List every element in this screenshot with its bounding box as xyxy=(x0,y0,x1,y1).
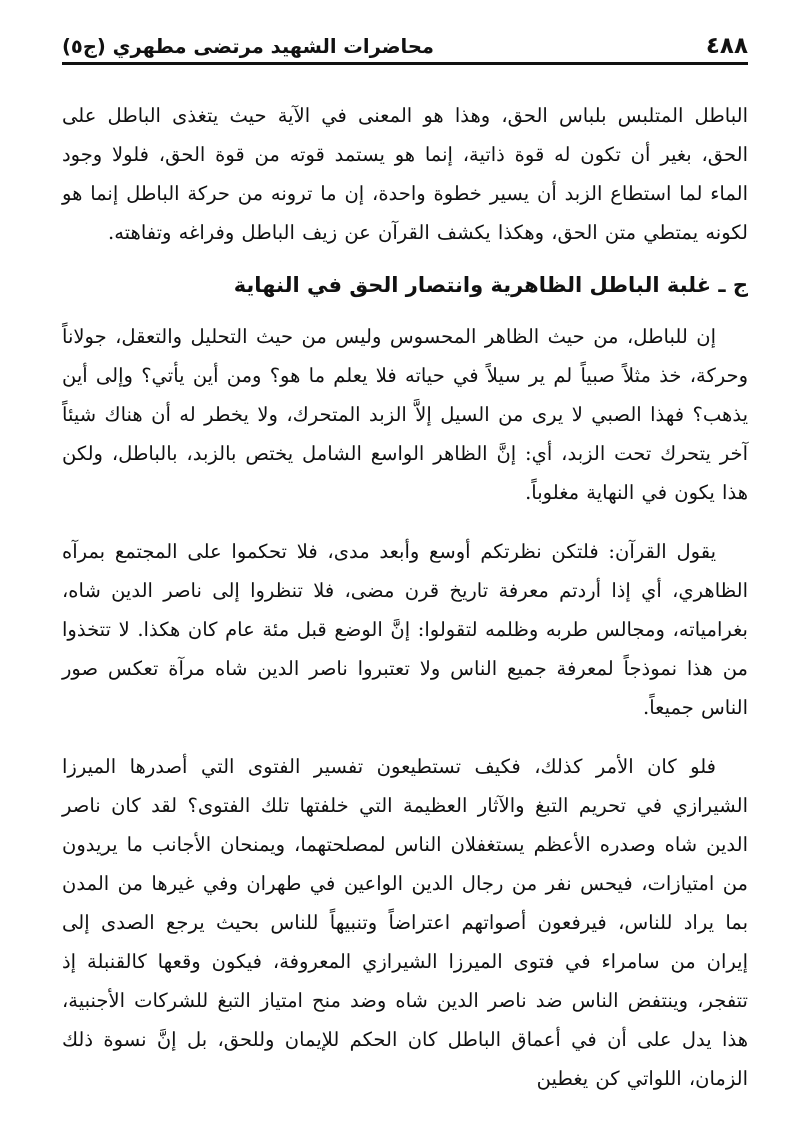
paragraph-2: إن للباطل، من حيث الظاهر المحسوس وليس من حيث التحليل والتعقل، جولاناً وحركة، خذ مثلاً صبياً لم ير سيلاً في حياته فلا يعلم ما هو؟ ومن أين يأتي؟ وإلى أين يذهب؟ فهذا الصبي لا يرى من السيل إلاَّ الزبد المتحرك، ولا يخطر له أن هناك شيئاً آخر يتحرك تحت الزبد، أي: إنَّ الظاهر الواسع الشامل يختص بالزبد، بالباطل، ولكن هذا يكون في النهاية مغلوباً. xyxy=(62,325,748,504)
paragraph-gap xyxy=(62,727,748,747)
page-number: ٤٨٨ xyxy=(705,33,748,59)
body-text xyxy=(62,96,748,1098)
paragraph-1: الباطل المتلبس بلباس الحق، وهذا هو المعنى في الآية حيث يتغذى الباطل على الحق، بغير أن تكون له قوة ذاتية، إنما هو يستمد قوته من قوة الحق، فلولا وجود الماء لما استطاع الزبد أن يسير خطوة واحدة، إن ما ترونه من حركة الباطل إنما هو لكونه يمتطي متن الحق، وهكذا يكشف القرآن عن زيف الباطل وفراغه وتفاهته. xyxy=(62,104,748,244)
section-heading: ج ـ غلبة الباطل الظاهرية وانتصار الحق في النهاية xyxy=(233,273,748,297)
paragraph-3: يقول القرآن: فلتكن نظرتكم أوسع وأبعد مدى، فلا تحكموا على المجتمع بمرآه الظاهري، أي إذا أردتم معرفة تاريخ قرن مضى، فلا تنظروا إلى ناصر الدين شاه، بغرامياته، ومجالس طربه وظلمه لتقولوا: إنَّ الوضع قبل مئة عام كان هكذا. لا تتخذوا من هذا نموذجاً لمعرفة جميع الناس ولا تعتبروا ناصر الدين شاه مرآة تعكس صور الناس جميعاً. xyxy=(62,540,748,719)
book-title: محاضرات الشهيد مرتضى مطهري (ج٥) xyxy=(62,35,435,58)
paragraph-gap xyxy=(62,512,748,532)
running-header xyxy=(62,26,748,65)
paragraph-4: فلو كان الأمر كذلك، فكيف تستطيعون تفسير الفتوى التي أصدرها الميرزا الشيرازي في تحريم التبغ والآثار العظيمة التي خلفتها تلك الفتوى؟ لقد كان ناصر الدين شاه وصدره الأعظم يستغفلان الناس لمصلحتهما، ويمنحان الأجانب ما يريدون من امتيازات، فيحس نفر من رجال الدين الواعين في طهران وفي غيرها من المدن بما يراد للناس، فيرفعون أصواتهم اعتراضاً وتنبيهاً للناس بحيث يرجع الصدى إلى إيران من سامراء في فتوى الميرزا الشيرازي المعروفة، فيكون وقعها كالقنبلة إذ تتفجر، وينتفض الناس ضد ناصر الدين شاه وضد منح امتياز التبغ للشركات الأجنبية، هذا يدل على أن في أعماق الباطل كان الحكم للإيمان وللحق، بل إنَّ نسوة ذلك الزمان، اللواتي كن يغطين xyxy=(62,755,748,1090)
